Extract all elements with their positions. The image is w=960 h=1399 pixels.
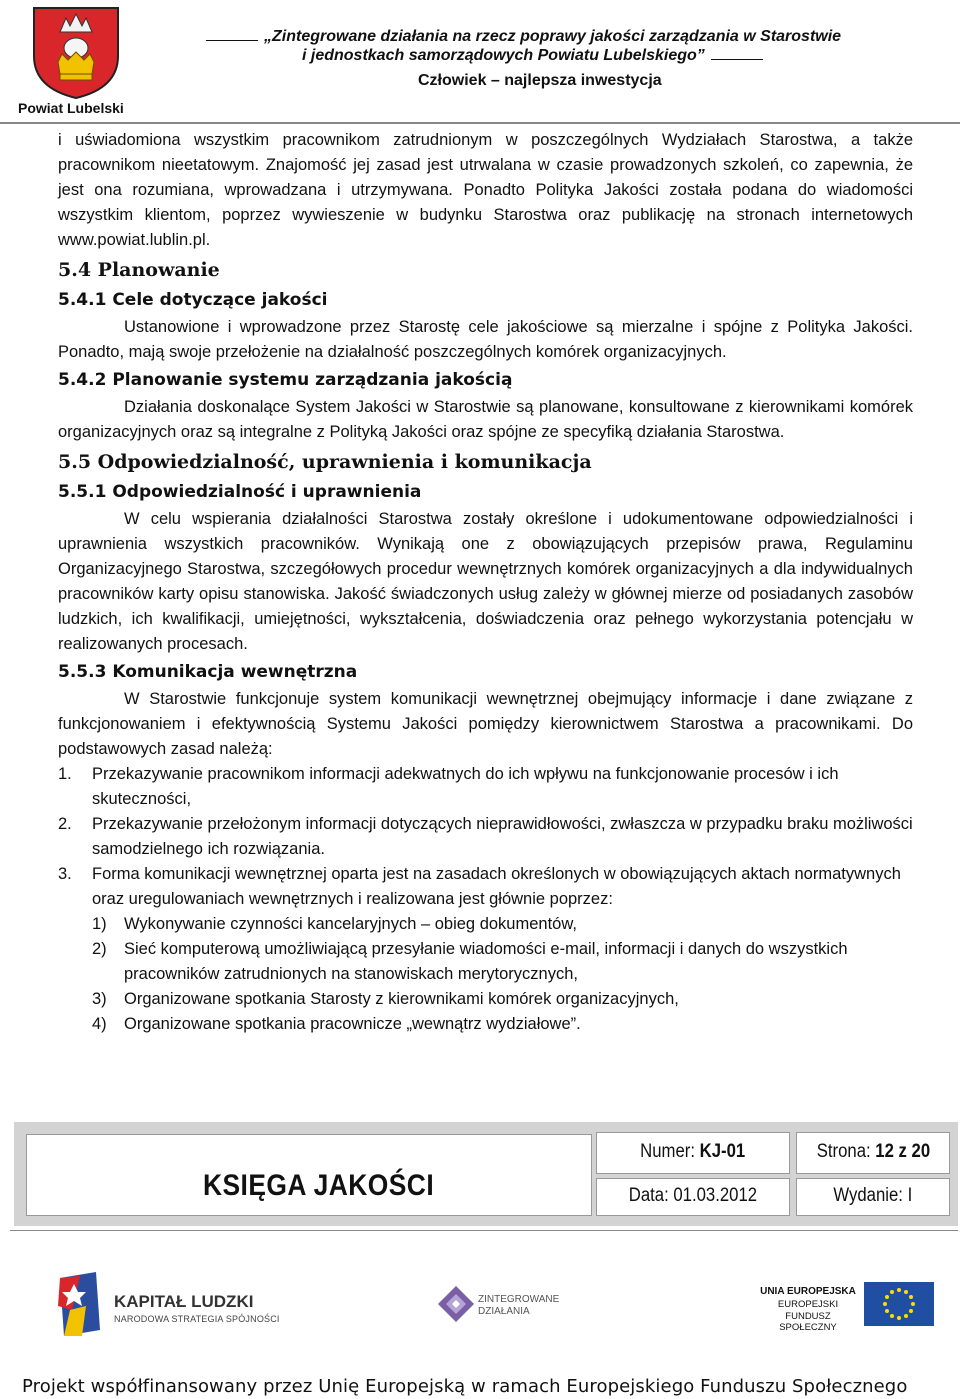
- sublist-item: 2) Sieć komputerową umożliwiającą przesyłanie wiadomości e-mail, informacji i danych do wszystkich pracowników zatrudnionych na stanowiskach merytorycznych,: [92, 940, 848, 983]
- page-header: [0, 0, 960, 126]
- heading-5-4-2: 5.4.2 Planowanie systemu zarządzania jakością: [58, 370, 513, 390]
- header-divider: [0, 122, 960, 124]
- project-title-line-1: „Zintegrowane działania na rzecz poprawy jakości zarządzania w Starostwie: [200, 28, 841, 46]
- document-title: KSIĘGA JAKOŚCI: [203, 1169, 435, 1202]
- paragraph-5-4-1: Ustanowione i wprowadzone przez Starostę cele jakościowe są mierzalne i spójne z Polityka Jakości. Ponadto, mają swoje przełożenie na działalność poszczególnych komórek organizacyjnych.: [58, 318, 913, 361]
- page-number-cell: Strona: 12 z 20: [796, 1132, 950, 1174]
- zintegrowane-dzialania-line-2: DZIAŁANIA: [478, 1306, 530, 1317]
- document-title-cell: [26, 1134, 592, 1216]
- zintegrowane-dzialania-emblem-icon: [436, 1284, 476, 1328]
- heading-5-4-1: 5.4.1 Cele dotyczące jakości: [58, 290, 328, 310]
- kapital-ludzki-logo: [56, 1270, 306, 1340]
- paragraph-intro: i uświadomiona wszystkim pracownikom zatrudnionym w poszczególnych Wydziałach Starostwa, a także pracownikom nieetatowym. Znajomość jej zasad jest utrwalana w czasie prowadzonych szkoleń, co zapewnia, że jest ona rozumiana, wprowadzana i utrzymywana. Ponadto Polityka Jakości została podana do wiadomości wszystkim klientom, poprzez wywieszenie w budynku Starostwa oraz publikację na stronach internetowych www.powiat.lublin.pl.: [58, 131, 913, 249]
- sublist-item: 3) Organizowane spotkania Starosty z kierownikami komórek organizacyjnych,: [92, 990, 679, 1008]
- list-item: 2. Przekazywanie przełożonym informacji dotyczących nieprawidłowości, zwłaszcza w przypadku braku możliwości samodzielnego ich rozwiązania.: [58, 815, 913, 858]
- paragraph-5-5-3: W Starostwie funkcjonuje system komunikacji wewnętrznej obejmujący informacje i dane związane z funkcjonowaniem i efektywnością Systemu Jakości pomiędzy kierownictwem Starostwa a pracownikami. Do podstawowych zasad należą:: [58, 690, 913, 758]
- document-body: [58, 128, 913, 1037]
- list-item: 3. Forma komunikacji wewnętrznej oparta jest na zasadach określonych w obowiązujących aktach normatywnych oraz uregulowaniach wewnętrznych i realizowana jest głównie poprzez:: [58, 865, 901, 908]
- heading-5-4: 5.4 Planowanie: [58, 259, 220, 281]
- project-title-line-2: i jednostkach samorządowych Powiatu Lubelskiego”: [302, 47, 769, 65]
- document-edition-cell: Wydanie: I: [796, 1178, 950, 1216]
- document-date-cell: Data: 01.03.2012: [596, 1178, 790, 1216]
- kapital-ludzki-subtitle: NARODOWA STRATEGIA SPÓJNOŚCI: [114, 1314, 280, 1324]
- communication-forms-sublist: [58, 912, 913, 1037]
- kapital-ludzki-emblem-icon: [56, 1270, 104, 1340]
- heading-5-5-3: 5.5.3 Komunikacja wewnętrzna: [58, 662, 358, 682]
- crest-caption: Powiat Lubelski: [18, 100, 124, 116]
- eu-logo-line-3: FUNDUSZ SPOŁECZNY: [779, 1311, 837, 1333]
- list-item: 1. Przekazywanie pracownikom informacji adekwatnych do ich wpływu na funkcjonowanie procesów i ich skuteczności,: [58, 765, 839, 808]
- kapital-ludzki-title: KAPITAŁ LUDZKI: [114, 1292, 254, 1311]
- document-metadata-box: [14, 1122, 958, 1226]
- footer-divider: [10, 1230, 958, 1231]
- paragraph-5-4-2: Działania doskonalące System Jakości w Starostwie są planowane, konsultowane z kierownikami komórek organizacyjnych oraz są integralne z Polityką Jakości oraz spójne ze specyfiką działania Starostwa.: [58, 398, 913, 441]
- eu-social-fund-logo: [756, 1280, 936, 1333]
- coat-of-arms-icon: [30, 4, 122, 100]
- sublist-item: 1) Wykonywanie czynności kancelaryjnych – obieg dokumentów,: [92, 915, 577, 933]
- cofinancing-statement: Projekt współfinansowany przez Unię Europejską w ramach Europejskiego Funduszu Społecznego: [22, 1376, 908, 1397]
- zintegrowane-dzialania-logo: [436, 1284, 576, 1330]
- zintegrowane-dzialania-line-1: ZINTEGROWANE: [478, 1294, 560, 1305]
- heading-5-5-1: 5.5.1 Odpowiedzialność i uprawnienia: [58, 482, 422, 502]
- document-number-cell: Numer: KJ-01: [596, 1132, 790, 1174]
- heading-5-5: 5.5 Odpowiedzialność, uprawnienia i komunikacja: [58, 451, 592, 473]
- eu-flag-icon: [864, 1282, 934, 1326]
- communication-principles-list: [58, 762, 913, 912]
- paragraph-5-5-1: W celu wspierania działalności Starostwa zostały określone i udokumentowane odpowiedzialności i uprawnienia wszystkich pracowników. Wynikają one z obowiązujących przepisów prawa, Regulaminu Organizacyjnego Starostwa, szczegółowych procedur wewnętrznych komórek organizacyjnych a dla indywidualnych pracowników karty opisu stanowiska. Jakość świadczonych usług zależy w głównej mierze od posiadanych zasobów ludzkich, ich kwalifikacji, umiejętności, wykształcenia, doświadczenia oraz pełnego wykorzystania potencjału w realizowanych procesach.: [58, 510, 913, 653]
- eu-logo-line-1: UNIA EUROPEJSKA: [760, 1286, 856, 1297]
- eu-logo-line-2: EUROPEJSKI: [777, 1299, 839, 1310]
- project-motto: Człowiek – najlepsza inwestycja: [418, 72, 662, 89]
- sublist-item: 4) Organizowane spotkania pracownicze „wewnątrz wydziałowe”.: [92, 1015, 581, 1033]
